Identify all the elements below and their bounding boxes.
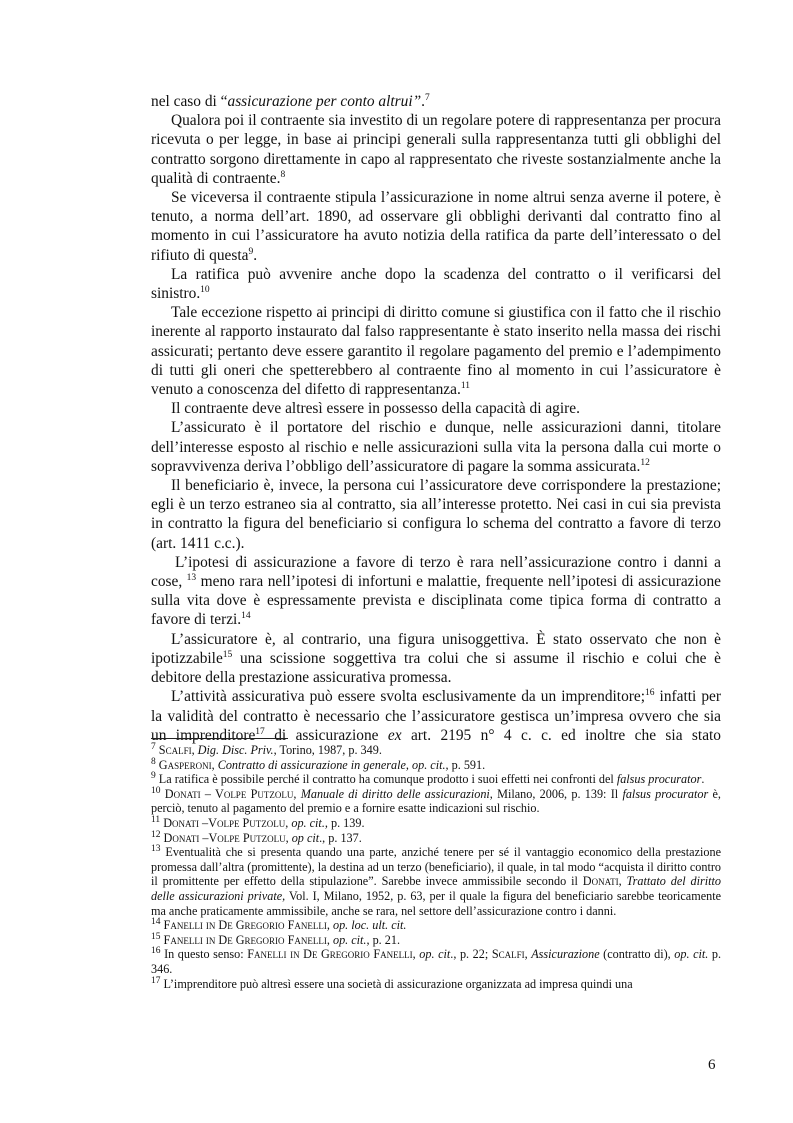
footnote-ref: 9 [248,246,254,257]
text-run: L’assicuratore è, al contrario, una figura unisoggettiva. È stato osservato che non è ipotizzabile [151,630,721,667]
paragraph [151,399,721,418]
text-run: , [524,947,532,962]
text-run: , Torino, 1987, p. 349. [273,743,382,757]
footnote-ref: 13 [151,844,161,855]
italic-text: Trattato del diritto delle assicurazioni private, [151,874,721,903]
italic-text: op. cit [419,947,451,962]
text-run: L’attività assicurativa può essere svolta esclusivamente da un imprenditore; [171,688,645,706]
italic-text: falsus procurator [622,786,709,801]
text-run: Vol. I, Milano, 1952, p. 63, per il quale la figura del beneficiario sarebbe teoricamente ma anche praticamente ammissibile, anche se rara, nel settore dell’assicurazione contro i danni. [151,888,721,918]
text-run: è, perciò, tenuto al pagamento del premio e a fornire esatte indicazioni sul rischio. [151,786,721,816]
text-run: Il beneficiario è, invece, la persona cui l’assicuratore deve corrispondere la prestazione; egli è un terzo estraneo sia al contratto, sia all’interesse protetto. Nei casi in cui sia prevista in contratto la figura del beneficiario si configura lo schema del contratto a favore di terzo (art. 1411 c.c.). [151,477,721,552]
text-run: . [421,93,426,110]
footnote-ref: 10 [200,284,210,295]
footnote-ref: 17 [255,726,265,737]
italic-text: ex [387,726,402,744]
text-run: , [191,743,198,757]
italic-text: op. loc. ult. cit. [332,918,407,933]
paragraph [151,687,721,745]
text-run: nel caso di “ [151,93,228,110]
text-run: Eventualità che si presenta quando una parte, anziché tenere per sé il vantaggio economico della prestazione promessa dall’altra (promittente), la destina ad un terzo (beneficiario), il quale, in tal modo “acquista il diritto contro il promittente per effetto della stipulazione”. Sarebbe invece ammissibile secondo il [151,845,721,889]
footnote-ref: 14 [241,611,251,622]
footnote [151,772,721,787]
author-name: Fanelli in De Gregorio Fanelli [163,918,327,933]
footnote-ref: 11 [151,814,161,825]
footnote-ref: 15 [151,931,161,942]
paragraph [151,303,721,399]
text-run: La ratifica è possibile perché il contratto ha comunque prodotto i suoi effetti nei confronti del [155,772,617,787]
footnote [151,743,721,758]
italic-text: op cit [291,830,320,845]
paragraph [151,418,721,476]
text-run: p. 591. [448,757,486,772]
text-run: , [285,830,292,845]
footnote-ref: 7 [425,92,430,103]
italic-text: falsus procurator [616,772,702,787]
footnote-ref: 15 [222,649,233,660]
footnote [151,977,721,992]
footnote-ref: 7 [151,741,156,752]
text-run: p. 346. [151,947,722,976]
text-run: L’ipotesi di assicurazione a favore di terzo è rara nell’assicurazione contro i danni a cose, [151,553,721,591]
paragraph [151,111,721,188]
footnote-ref: 8 [151,756,156,767]
paragraph [151,476,721,553]
footnote-ref: 13 [186,572,197,583]
italic-text: Dig. Disc. Priv. [197,743,274,757]
text-run: In questo senso: [160,947,248,962]
footnote [151,816,721,831]
paragraph [151,92,721,111]
author-name: Donati [582,874,619,889]
paragraph [151,188,721,265]
text-run: , [293,786,301,801]
text-run: Qualora poi il contraente sia investito di un regolare potere di rappresentanza per procura ricevuta o per legge, in base ai principi generali sulla rappresentanza tutti gli obblighi del contratto sorgono direttamente in capo al rappresentato che riveste sostanzialmente anche la qualità di contraente. [151,112,721,187]
italic-text: op. cit., [291,815,328,830]
footnotes [151,743,721,991]
body-text [151,92,721,745]
text-run: , [211,757,218,772]
text-run: art. 2195 n° 4 c. c. ed inoltre che sia stato [401,726,722,744]
footnote-ref: 11 [460,380,470,391]
author-name: Fanelli in De Gregorio Fanelli [247,947,413,962]
author-name: Fanelli in De Gregorio Fanelli [163,932,327,947]
text-run: , [285,815,292,830]
footnote-ref: 16 [645,688,655,699]
author-name: Donati – Volpe Putzolu [164,786,294,801]
italic-text: Contratto di assicurazione in generale, op. cit., [217,757,449,772]
footnote [151,933,721,948]
italic-text: Manuale di diritto delle assicurazioni [300,786,490,801]
footnote-ref: 12 [151,829,161,840]
text-run: p. 21. [369,932,400,947]
text-run: . [253,246,258,264]
text-run: L’imprenditore può altresì essere una società di assicurazione organizzata ad impresa quindi una [160,976,633,991]
text-run: di assicurazione [264,726,388,744]
italic-text: Assicurazione [531,947,600,962]
author-name: Scalfi [158,743,192,757]
text-run: una scissione soggettiva tra colui che si assume il rischio e colui che è debitore della prestazione assicurativa promessa. [151,649,721,687]
text-run: , [618,874,627,889]
footnote [151,845,721,918]
footnote-ref: 16 [151,946,161,957]
footnote [151,758,721,773]
footnote [151,918,721,933]
footnote-ref: 9 [151,771,156,782]
paragraph [151,553,721,630]
text-run: , [326,932,333,947]
footnote-ref: 17 [151,975,161,986]
footnote-separator [151,738,288,739]
text-run: meno rara nell’ipotesi di infortuni e malattie, frequente nell’ipotesi di assicurazione sulla vita dove è espressamente prevista e disciplinata come tipica forma di contratto a favore di terzi. [151,573,722,629]
italic-text: op. cit. [674,947,709,962]
text-run: L’assicurato è il portatore del rischio e dunque, nelle assicurazioni danni, titolare dell’interesse esposto al rischio e nelle assicurazioni sulla vita la persona dalla cui morte o sopravvivenza deriva l’obbligo dell’assicuratore di pagare la somma assicurata. [151,419,721,475]
footnote [151,947,721,976]
text-run: ., p. 137. [319,830,362,845]
text-run: p. 139. [327,815,365,830]
text-run: Se viceversa il contraente stipula l’assicurazione in nome altrui senza averne il potere, è tenuto, a norma dell’art. 1890, ad osservare gli obblighi derivanti dal contratto fino al momento in cui l’assicuratore ha avuto notizia della ratifica da parte dell’interessato o del rifiuto di questa [151,189,721,264]
text-run: . [701,772,705,787]
text-run: Tale eccezione rispetto ai principi di diritto comune si giustifica con il fatto che il rischio inerente al rapporto instaurato dal falso rappresentante è stato inserito nella massa dei rischi assicurati; pertanto deve essere garantito il regolare pagamento del premio e l’adempimento di tutti gli oneri che spetterebbero al contraente fino al momento in cui l’assicuratore è venuto a conoscenza del difetto di rappresentanza. [151,304,721,399]
footnote [151,831,721,846]
footnote-ref: 12 [640,457,650,468]
text-run: , [326,918,333,933]
footnote-ref: 10 [151,785,161,796]
text-run: (contratto di), [599,947,675,962]
footnote-ref: 14 [151,917,161,928]
footnote [151,787,721,816]
page-number: 6 [708,1057,716,1073]
author-name: Donati –Volpe Putzolu [163,830,286,845]
footnote-ref: 8 [280,169,286,180]
text-run: Il contraente deve altresì essere in possesso della capacità di agire. [171,400,580,418]
text-run: , [412,947,420,962]
author-name: Donati –Volpe Putzolu [163,815,286,830]
text-run: La ratifica può avvenire anche dopo la scadenza del contratto o il verificarsi del sinistro. [151,265,721,303]
paragraph [151,630,721,688]
text-run: ., p. 22; [450,947,492,962]
author-name: Scalfi [491,947,525,962]
text-run: infatti per la validità del contratto è necessario che l’assicuratore gestisca un’impresa ovvero che sia un imprenditore [151,688,721,744]
italic-text: op. cit., [332,932,370,947]
author-name: Gasperoni [158,757,212,772]
paragraph [151,265,721,303]
italic-text: assicurazione per conto altrui” [227,93,422,110]
text-run: , Milano, 2006, p. 139: Il [489,786,623,801]
